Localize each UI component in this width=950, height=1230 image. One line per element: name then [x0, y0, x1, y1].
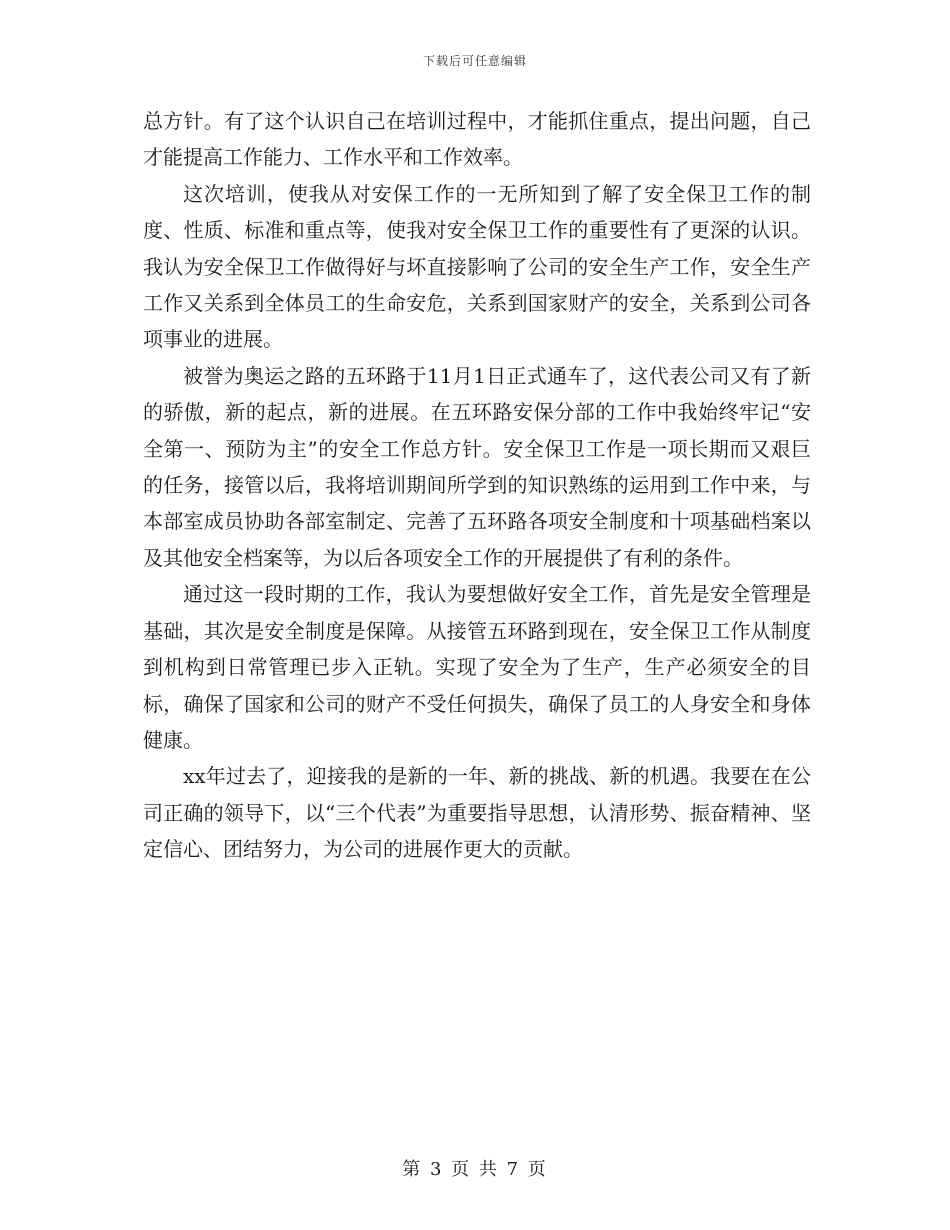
page-number: 第 3 页 共 7 页 — [402, 1159, 548, 1180]
paragraph-fifth-ring-road: 被誉为奥运之路的五环路于11月1日正式通车了，这代表公司又有了新的骄傲，新的起点，新的进展。在五环路安保分部的工作中我始终牢记“安全第一、预防为主”的安全工作总方针。安全保卫工作是一项长期而又艰巨的任务，接管以后，我将培训期间所学到的知识熟练的运用到工作中来，与本部室成员协助各部室制定、完善了五环路各项安全制度和十项基础档案以及其他安全档案等，为以后各项安全工作的开展提供了有利的条件。 — [143, 363, 811, 570]
paragraph-continued: 总方针。有了这个认识自己在培训过程中，才能抓住重点，提出问题，自己才能提高工作能力、工作水平和工作效率。 — [143, 109, 811, 170]
paragraph-work-summary: 通过这一段时期的工作，我认为要想做好安全工作，首先是安全管理是基础，其次是安全制度是保障。从接管五环路到现在，安全保卫工作从制度到机构到日常管理已步入正轨。实现了安全为了生产，生产必须安全的目标，确保了国家和公司的财产不受任何损失，确保了员工的人身安全和身体健康。 — [143, 582, 811, 752]
paragraph-new-year: xx年过去了，迎接我的是新的一年、新的挑战、新的机遇。我要在在公司正确的领导下，以“三个代表”为重要指导思想，认清形势、振奋精神、坚定信心、团结努力，为公司的进展作更大的贡献。 — [143, 764, 811, 862]
page-header: 下载后可任意编辑 — [422, 54, 527, 68]
paragraph-training: 这次培训，使我从对安保工作的一无所知到了解了安全保卫工作的制度、性质、标准和重点等，使我对安全保卫工作的重要性有了更深的认识。我认为安全保卫工作做得好与坏直接影响了公司的安全生产工作，安全生产工作又关系到全体员工的生命安危，关系到国家财产的安全，关系到公司各项事业的进展。 — [143, 181, 811, 352]
document-body — [143, 103, 811, 868]
